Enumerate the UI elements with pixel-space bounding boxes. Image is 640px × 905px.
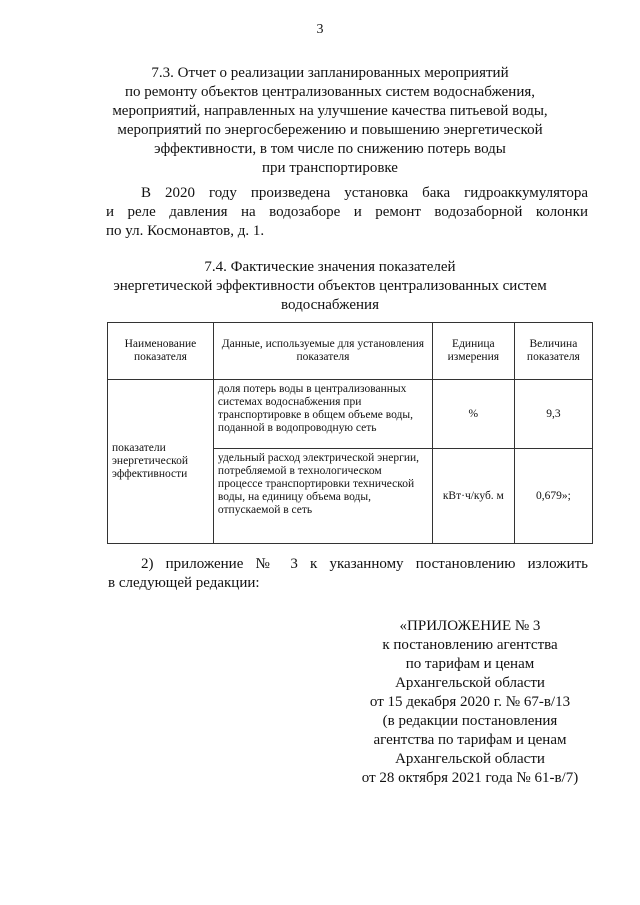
heading-line: мероприятий по энергосбережению и повышению энергетической	[117, 122, 543, 138]
table-row	[108, 380, 593, 449]
header-unit: Единица измерения	[432, 323, 514, 380]
heading-line: мероприятий, направленных на улучшение качества питьевой воды,	[112, 103, 548, 119]
heading-line: при транспортировке	[262, 160, 398, 176]
paragraph-line: и реле давления на водозаборе и ремонт водозаборной колонки	[106, 204, 588, 220]
header-indicator-name: Наименование показателя	[108, 323, 214, 380]
appendix-line: от 28 октября 2021 года № 61-в/7)	[361, 770, 579, 786]
heading-line: 7.3. Отчет о реализации запланированных мероприятий	[151, 65, 509, 81]
appendix-line: Архангельской области	[395, 675, 545, 691]
amendment-paragraph	[108, 555, 588, 593]
data-cell: доля потерь воды в централизованных системах водоснабжения при транспортировке в общем объеме воды, поданной в водопроводную сеть	[213, 380, 432, 449]
paragraph-line: В 2020 году произведена установка бака гидроаккумулятора	[141, 185, 588, 201]
value-cell: 9,3	[514, 380, 592, 449]
section-7-3-heading	[60, 64, 600, 178]
paragraph-line: в следующей редакции:	[108, 575, 260, 591]
page-number: 3	[316, 22, 324, 37]
header-data-used: Данные, используемые для установления показателя	[213, 323, 432, 380]
appendix-line: по тарифам и ценам	[405, 656, 535, 672]
unit-cell: кВт·ч/куб. м	[432, 449, 514, 544]
indicator-name-cell: показатели энергетической эффективности	[108, 380, 214, 544]
table-header-row	[108, 323, 593, 380]
paragraph-line: по ул. Космонавтов, д. 1.	[106, 223, 265, 239]
appendix-header-block	[340, 617, 600, 788]
heading-line: по ремонту объектов централизованных систем водоснабжения,	[124, 84, 535, 100]
efficiency-indicators-table	[107, 322, 593, 544]
heading-line: эффективности, в том числе по снижению потерь воды	[154, 141, 506, 157]
value-cell: 0,679»;	[514, 449, 592, 544]
heading-line: 7.4. Фактические значения показателей	[204, 259, 456, 275]
appendix-line: от 15 декабря 2020 г. № 67-в/13	[369, 694, 571, 710]
appendix-line: Архангельской области	[395, 751, 545, 767]
unit-cell: %	[432, 380, 514, 449]
appendix-line: агентства по тарифам и ценам	[373, 732, 567, 748]
heading-line: энергетической эффективности объектов централизованных систем	[113, 278, 547, 294]
header-value: Величина показателя	[514, 323, 592, 380]
section-7-4-heading	[60, 258, 600, 315]
data-cell: удельный расход электрической энергии, потребляемой в технологическом процессе транспортировки технической воды, на единицу объема воды, отпускаемой в сеть	[213, 449, 432, 544]
heading-line: водоснабжения	[281, 297, 379, 313]
appendix-line: (в редакции постановления	[382, 713, 558, 729]
appendix-line: к постановлению агентства	[382, 637, 558, 653]
section-7-3-paragraph	[108, 184, 588, 241]
appendix-line: «ПРИЛОЖЕНИЕ № 3	[399, 618, 541, 634]
paragraph-line: 2) приложение № 3 к указанному постановлению изложить	[141, 556, 588, 572]
